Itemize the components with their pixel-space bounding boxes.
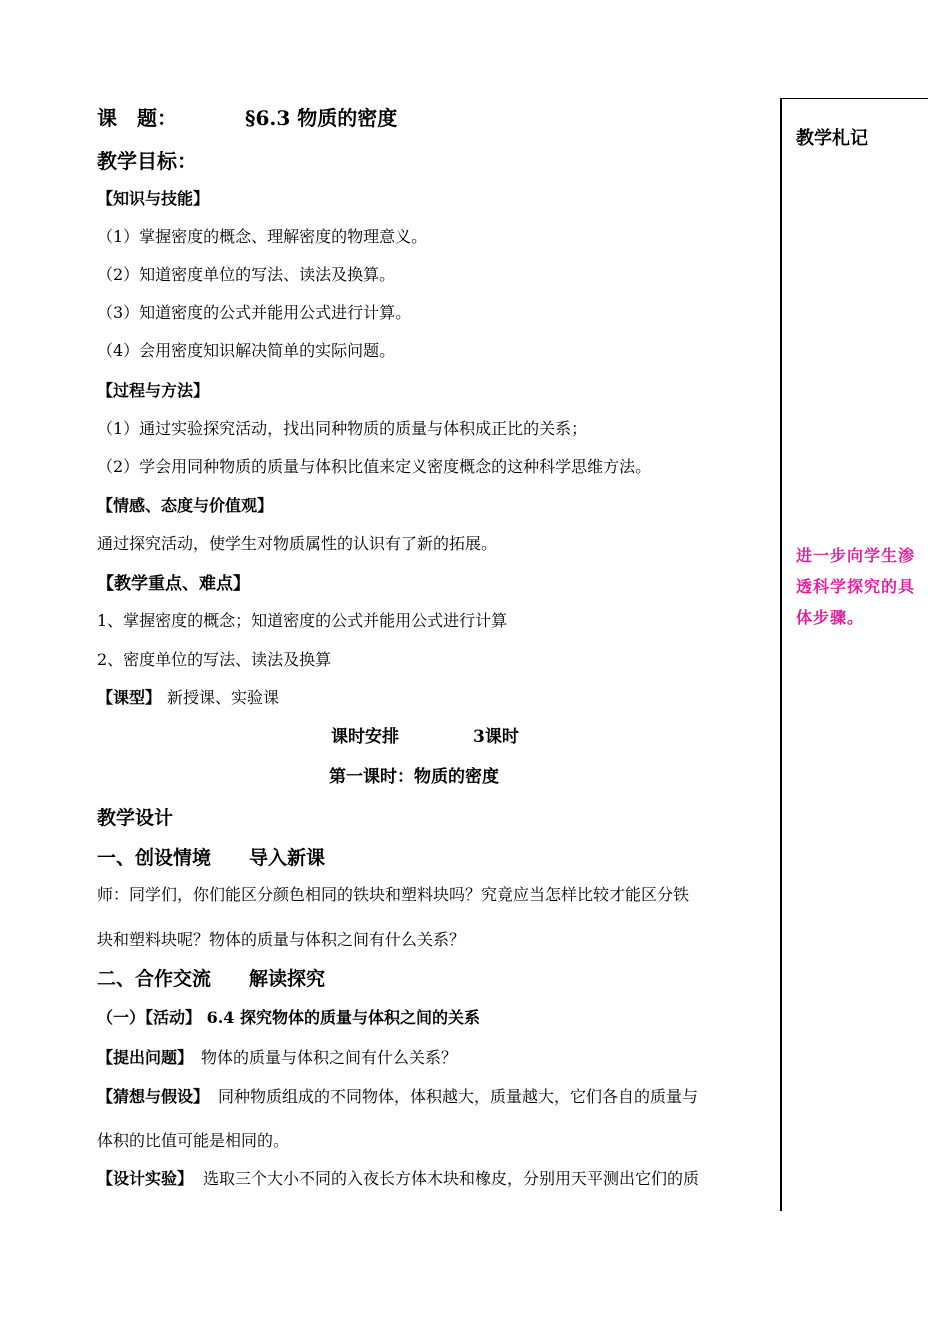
knowledge-heading: 【知识与技能】 [97, 189, 210, 208]
part1-text-line: 师：同学们，你们能区分颜色相同的铁块和塑料块吗？究竟应当怎样比较才能区分铁 [97, 885, 690, 904]
design-heading: 教学设计 [97, 807, 174, 829]
part1-heading: 一、创设情境 导入新课 [97, 847, 326, 869]
process-item: （1）通过实验探究活动，找出同种物质的质量与体积成正比的关系； [97, 419, 588, 438]
experiment-label: 【设计实验】 [97, 1169, 194, 1188]
first-lesson-title: 第一课时：物质的密度 [329, 767, 499, 787]
question-label: 【提出问题】 [97, 1048, 194, 1067]
notes-sidebar [780, 98, 928, 1211]
course-label: 课 题： [97, 106, 177, 130]
knowledge-item: （3）知道密度的公式并能用公式进行计算。 [97, 303, 412, 322]
emotion-text: 通过探究活动，使学生对物质属性的认识有了新的拓展。 [97, 534, 498, 553]
question-text: 物体的质量与体积之间有什么关系？ [201, 1048, 458, 1067]
knowledge-item: （4）会用密度知识解决简单的实际问题。 [97, 341, 396, 360]
schedule-value: 3课时 [473, 727, 519, 747]
guess-text-line: 同种物质组成的不同物体，体积越大，质量越大，它们各自的质量与 [218, 1087, 699, 1106]
notes-title: 教学札记 [796, 128, 868, 149]
goal-heading: 教学目标： [97, 149, 197, 173]
process-item: （2）学会用同种物质的质量与体积比值来定义密度概念的这种科学思维方法。 [97, 457, 652, 476]
guess-label: 【猜想与假设】 [97, 1087, 210, 1106]
part1-text-line: 块和塑料块呢？物体的质量与体积之间有什么关系？ [97, 930, 466, 949]
guess-text-line: 体积的比值可能是相同的。 [97, 1131, 290, 1150]
knowledge-item: （1）掌握密度的概念、理解密度的物理意义。 [97, 227, 428, 246]
keypoints-item: 1、掌握密度的概念；知道密度的公式并能用公式进行计算 [97, 611, 508, 630]
course-title: §6.3 物质的密度 [245, 106, 398, 130]
process-heading: 【过程与方法】 [97, 381, 210, 400]
lesson-type-label: 【课型】 [97, 688, 162, 707]
knowledge-item: （2）知道密度单位的写法、读法及换算。 [97, 265, 396, 284]
lesson-type-value: 新授课、实验课 [167, 688, 280, 707]
notes-annotation: 进一步向学生渗透科学探究的具体步骤。 [796, 546, 916, 627]
keypoints-item: 2、密度单位的写法、读法及换算 [97, 650, 332, 669]
schedule-label: 课时安排 [331, 727, 399, 747]
keypoints-heading: 【教学重点、难点】 [97, 574, 250, 594]
experiment-text: 选取三个大小不同的入夜长方体木块和橡皮，分别用天平测出它们的质 [203, 1169, 700, 1188]
part2-heading: 二、合作交流 解读探究 [97, 968, 326, 990]
emotion-heading: 【情感、态度与价值观】 [97, 496, 274, 515]
activity-heading: （一）【活动】 6.4 探究物体的质量与体积之间的关系 [97, 1008, 480, 1027]
